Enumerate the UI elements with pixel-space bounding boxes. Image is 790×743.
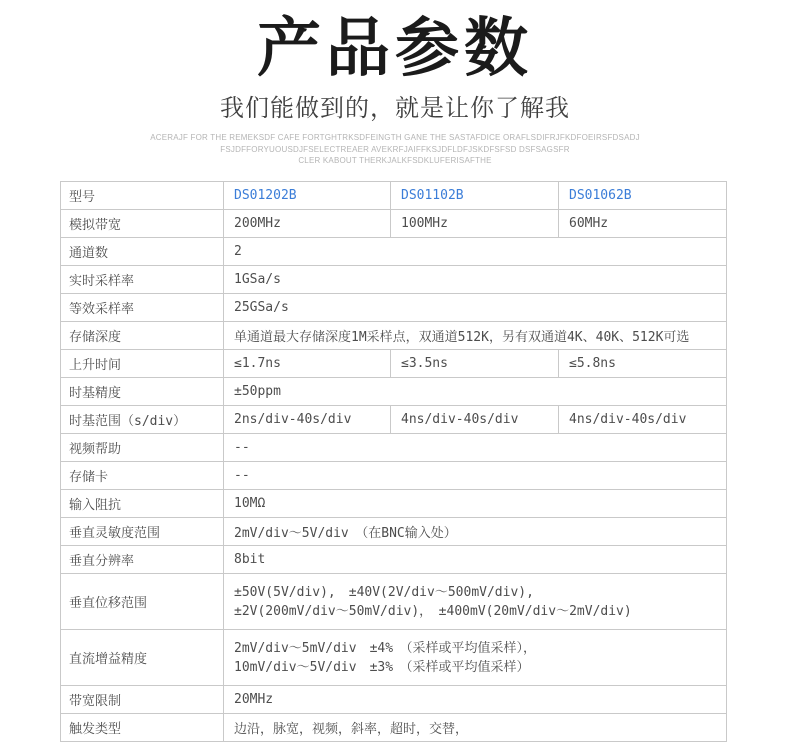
page-header bbox=[0, 0, 790, 167]
row-label: 存储深度 bbox=[61, 322, 224, 350]
table-row bbox=[61, 406, 727, 434]
row-label: 垂直分辨率 bbox=[61, 546, 224, 574]
row-label: 存储卡 bbox=[61, 462, 224, 490]
table-row bbox=[61, 686, 727, 714]
table-row bbox=[61, 574, 727, 630]
value-cell: 2ns/div-40s/div bbox=[224, 406, 391, 434]
row-label: 时基精度 bbox=[61, 378, 224, 406]
page-subtitle: 我们能做到的，就是让你了解我 bbox=[220, 95, 570, 122]
value-cell: 100MHz bbox=[391, 210, 559, 238]
row-label: 模拟带宽 bbox=[61, 210, 224, 238]
value-cell bbox=[224, 630, 727, 686]
fine-print-line: CLER KABOUT THERKJALKFSDKLUFERISAFTHE bbox=[298, 156, 492, 165]
model-cell: DS01202B bbox=[224, 182, 391, 210]
model-cell: DS01102B bbox=[391, 182, 559, 210]
table-row bbox=[61, 490, 727, 518]
value-line: ±50V(5V/div), ±40V(2V/div～500mV/div), bbox=[234, 584, 534, 600]
table-row bbox=[61, 350, 727, 378]
value-cell: 边沿，脉宽，视频，斜率，超时，交替， bbox=[224, 714, 727, 742]
page-title: 产品参数 bbox=[257, 12, 533, 84]
value-cell: 60MHz bbox=[559, 210, 727, 238]
table-row bbox=[61, 294, 727, 322]
value-cell: ≤5.8ns bbox=[559, 350, 727, 378]
value-cell: 1GSa/s bbox=[224, 266, 727, 294]
value-cell bbox=[224, 574, 727, 630]
table-row bbox=[61, 182, 727, 210]
value-line: ±2V(200mV/div～50mV/div)， ±400mV(20mV/div～2mV/div) bbox=[234, 603, 632, 619]
table-row bbox=[61, 546, 727, 574]
fine-print-line: ACERAJF FOR THE REMEKSDF CAFE FORTGHTRKSDFEINGTH GANE THE SASTAFDICE ORAFLSDIFRJFKDFOEIRSFDSADJ bbox=[150, 133, 640, 142]
table-row bbox=[61, 630, 727, 686]
table-row bbox=[61, 378, 727, 406]
table-row bbox=[61, 238, 727, 266]
value-cell: ≤1.7ns bbox=[224, 350, 391, 378]
row-label: 通道数 bbox=[61, 238, 224, 266]
value-cell: 2 bbox=[224, 238, 727, 266]
row-label: 视频帮助 bbox=[61, 434, 224, 462]
table-row bbox=[61, 714, 727, 742]
value-cell: 2mV/div～5V/div （在BNC输入处） bbox=[224, 518, 727, 546]
table-row bbox=[61, 462, 727, 490]
fine-print-line: FSJDFFORYUOUSDJFSELECTREAER AVEKRFJAIFFKSJDFLDFJSKDFSFSD DSFSAGSFR bbox=[220, 144, 570, 154]
value-cell: 8bit bbox=[224, 546, 727, 574]
row-label: 直流增益精度 bbox=[61, 630, 224, 686]
value-cell: 单通道最大存储深度1M采样点，双通道512K，另有双通道4K、40K、512K可选 bbox=[224, 322, 727, 350]
value-cell: -- bbox=[224, 434, 727, 462]
row-label: 等效采样率 bbox=[61, 294, 224, 322]
value-cell: 4ns/div-40s/div bbox=[559, 406, 727, 434]
table-row bbox=[61, 518, 727, 546]
value-cell: ≤3.5ns bbox=[391, 350, 559, 378]
row-label: 带宽限制 bbox=[61, 686, 224, 714]
model-cell: DS01062B bbox=[559, 182, 727, 210]
table-row bbox=[61, 434, 727, 462]
row-label: 输入阻抗 bbox=[61, 490, 224, 518]
value-cell: -- bbox=[224, 462, 727, 490]
row-label: 触发类型 bbox=[61, 714, 224, 742]
table-row bbox=[61, 210, 727, 238]
value-line: 2mV/div～5mV/div ±4% （采样或平均值采样）， bbox=[234, 640, 537, 656]
row-label: 垂直灵敏度范围 bbox=[61, 518, 224, 546]
value-cell: 25GSa/s bbox=[224, 294, 727, 322]
fine-print bbox=[0, 132, 790, 167]
value-cell: 20MHz bbox=[224, 686, 727, 714]
row-label: 垂直位移范围 bbox=[61, 574, 224, 630]
value-line: 10mV/div～5V/div ±3% （采样或平均值采样） bbox=[234, 659, 530, 675]
table-row bbox=[61, 266, 727, 294]
table-row bbox=[61, 322, 727, 350]
spec-table bbox=[60, 181, 727, 742]
row-label: 时基范围（s/div） bbox=[61, 406, 224, 434]
value-cell: 4ns/div-40s/div bbox=[391, 406, 559, 434]
value-cell: 200MHz bbox=[224, 210, 391, 238]
row-label: 型号 bbox=[61, 182, 224, 210]
row-label: 上升时间 bbox=[61, 350, 224, 378]
value-cell: ±50ppm bbox=[224, 378, 727, 406]
value-cell: 10MΩ bbox=[224, 490, 727, 518]
row-label: 实时采样率 bbox=[61, 266, 224, 294]
